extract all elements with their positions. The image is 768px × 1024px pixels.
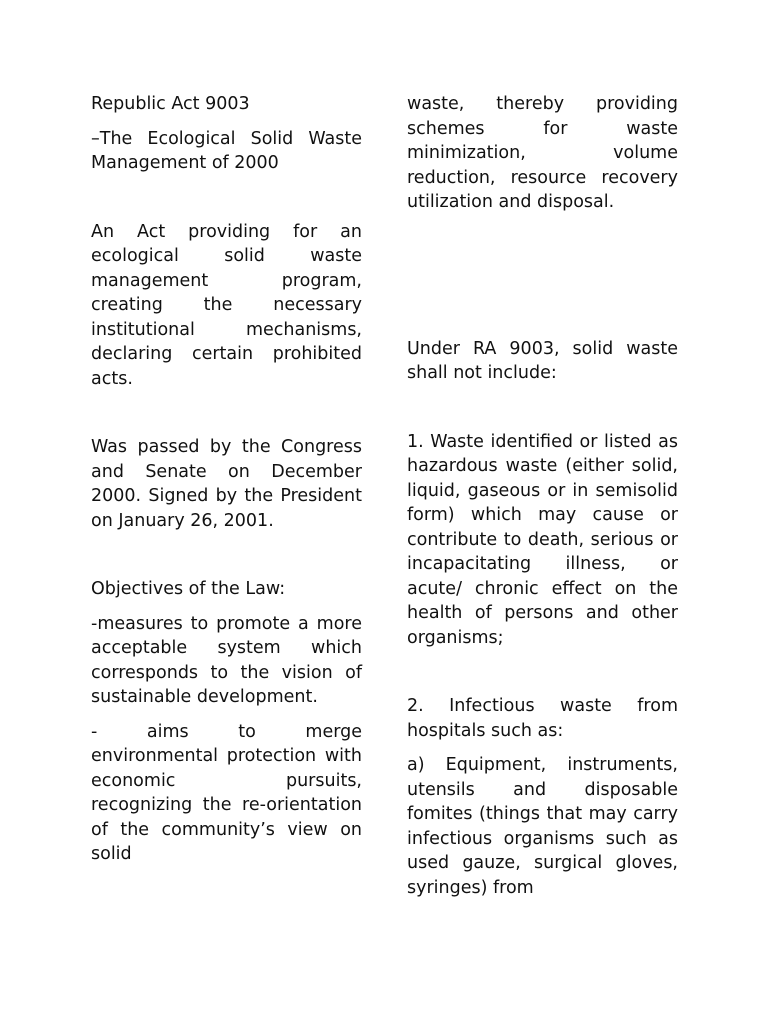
right-column xyxy=(407,92,678,900)
continuation-paragraph: waste, thereby providing schemes for waste minimization, volume reduction, resource recovery utilization and disposal. xyxy=(407,94,678,212)
act-title: Republic Act 9003 xyxy=(91,94,250,114)
act-passage-paragraph: Was passed by the Congress and Senate on December 2000. Signed by the President on January 26, 2001. xyxy=(91,437,362,531)
exclusion-item: 2. Infectious waste from hospitals such as: xyxy=(407,696,678,741)
exclusion-item: 1. Waste identified or listed as hazardous waste (either solid, liquid, gaseous or in semisolid form) which may cause or contribute to death, serious or incapacitating illness, or acute/ chronic effect on the health of persons and other organisms; xyxy=(407,431,678,648)
act-description: An Act providing for an ecological solid waste management program, creating the necessary institutional mechanisms, declaring certain prohibited acts. xyxy=(91,221,362,389)
left-column xyxy=(91,92,362,867)
objectives-heading: Objectives of the Law: xyxy=(91,579,286,599)
exclusion-subitem: a) Equipment, instruments, utensils and disposable fomites (things that may carry infectious organisms such as used gauze, surgical gloves, syringes) from xyxy=(407,755,678,898)
objective-item: - aims to merge environmental protection with economic pursuits, recognizing the re-orientation of the community’s view on solid xyxy=(91,721,362,864)
exclusion-heading: Under RA 9003, solid waste shall not include: xyxy=(407,338,678,383)
act-subtitle: –The Ecological Solid Waste Management of 2000 xyxy=(91,128,362,173)
objective-item: -measures to promote a more acceptable system which corresponds to the vision of sustainable development. xyxy=(91,613,362,707)
